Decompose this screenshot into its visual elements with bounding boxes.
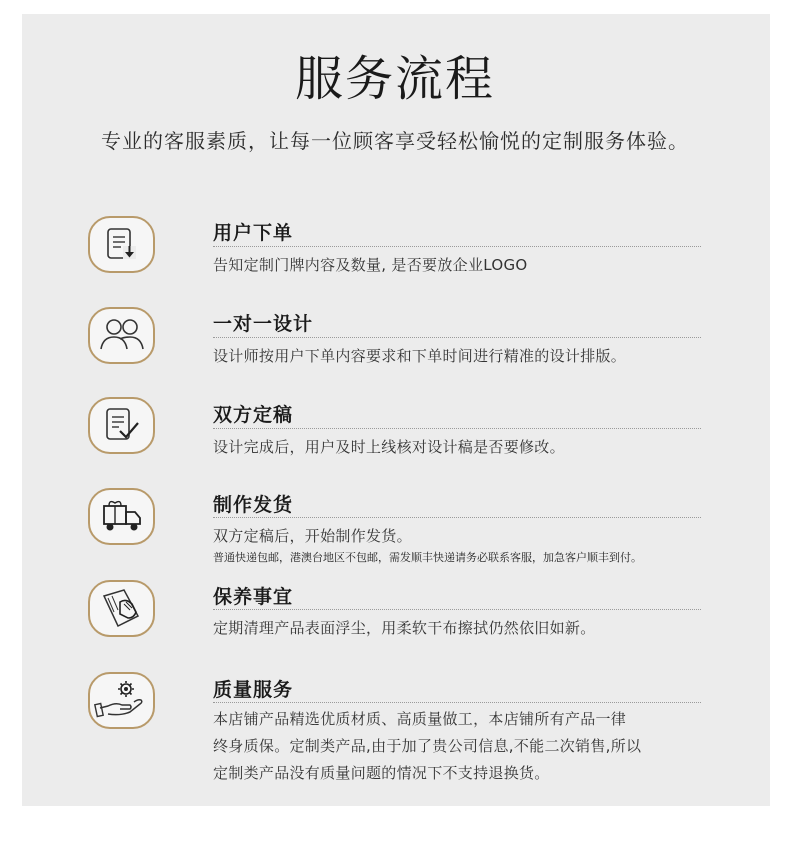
divider xyxy=(213,337,701,338)
step-description: 设计师按用户下单内容要求和下单时间进行精准的设计排版。 xyxy=(213,347,627,365)
step-description: 设计完成后，用户及时上线核对设计稿是否要修改。 xyxy=(213,438,565,456)
order-form-icon xyxy=(88,216,155,273)
step-title: 用户下单 xyxy=(213,222,294,244)
step-description: 双方定稿后，开始制作发货。 xyxy=(213,527,412,545)
step-title: 质量服务 xyxy=(213,679,294,701)
hand-gear-icon xyxy=(88,672,155,729)
divider xyxy=(213,428,701,429)
shipping-note: 普通快递包邮，港澳台地区不包邮，需发顺丰快递请务必联系客服，加急客户顺丰到付。 xyxy=(213,551,642,564)
divider xyxy=(213,702,701,703)
step-description xyxy=(213,706,693,787)
step-title: 双方定稿 xyxy=(213,404,294,426)
two-people-icon xyxy=(88,307,155,364)
description-line: 终身质保。定制类产品,由于加了贵公司信息,不能二次销售,所以 xyxy=(213,737,642,755)
step-title: 一对一设计 xyxy=(213,313,314,335)
step-title: 制作发货 xyxy=(213,494,294,516)
description-line: 定制类产品没有质量问题的情况下不支持退换货。 xyxy=(213,764,550,782)
delivery-truck-icon xyxy=(88,488,155,545)
page-title: 服务流程 xyxy=(294,51,495,107)
divider xyxy=(213,609,701,610)
divider xyxy=(213,517,701,518)
step-title: 保养事宜 xyxy=(213,586,294,608)
page-subtitle: 专业的客服素质，让每一位顾客享受轻松愉悦的定制服务体验。 xyxy=(101,129,689,153)
step-description: 告知定制门牌内容及数量, 是否要放企业LOGO xyxy=(213,256,528,274)
description-line: 本店铺产品精选优质材质、高质量做工，本店铺所有产品一律 xyxy=(213,710,627,728)
divider xyxy=(213,246,701,247)
step-description: 定期清理产品表面浮尘，用柔软干布擦拭仍然依旧如新。 xyxy=(213,619,596,637)
document-check-icon xyxy=(88,397,155,454)
hand-cleaning-icon xyxy=(88,580,155,637)
